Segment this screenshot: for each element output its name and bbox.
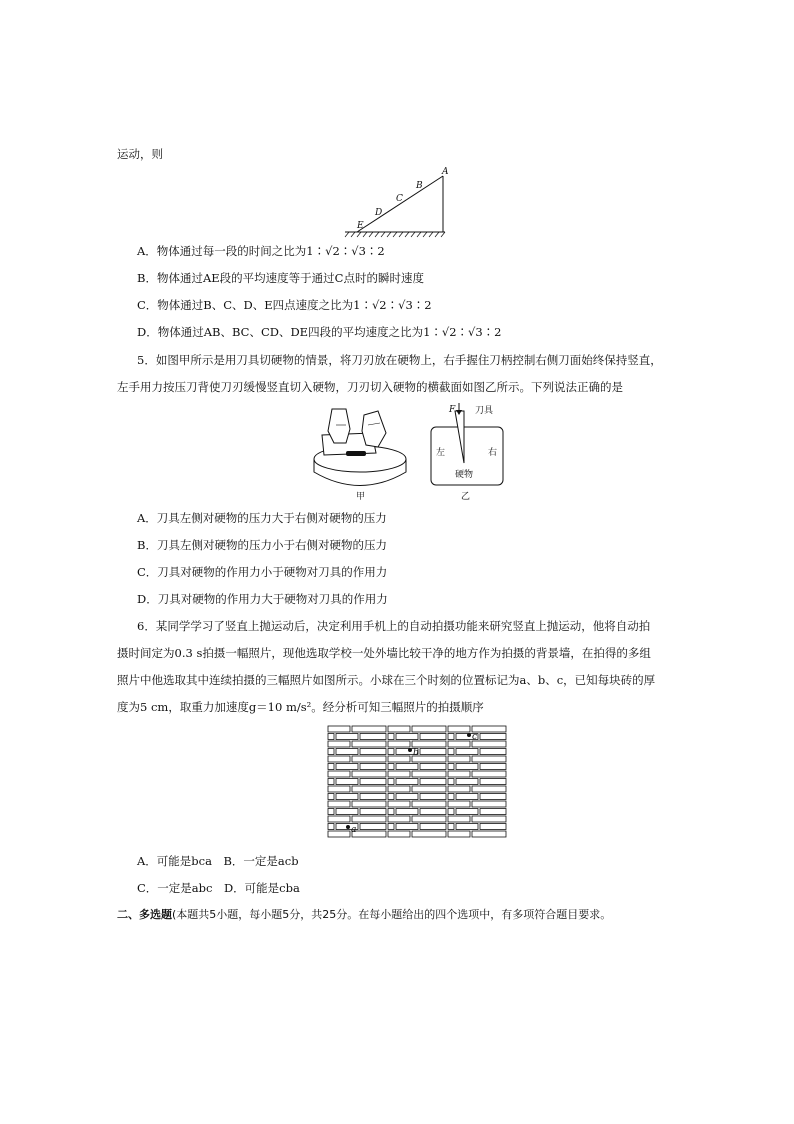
brick [388, 734, 394, 740]
brick [448, 764, 454, 770]
brick [388, 764, 394, 770]
brick [352, 741, 386, 747]
section2-heading [117, 907, 611, 923]
brick [328, 809, 334, 815]
brick [352, 771, 386, 777]
brick [360, 764, 386, 770]
brick [448, 831, 470, 837]
caption-yi: 乙 [461, 492, 471, 502]
caption-jia: 甲 [356, 492, 366, 502]
brick [412, 801, 446, 807]
brick [412, 786, 446, 792]
brick [328, 794, 334, 800]
q5-option-a: A．刀具左侧对硬物的压力大于右侧对硬物的压力 [137, 511, 387, 525]
q4-option-c: C．物体通过B、C、D、E四点速度之比为1∶√2∶√3∶2 [137, 298, 432, 312]
brick [396, 779, 418, 785]
brick [412, 831, 446, 837]
q6-stem-line1: 6．某同学学习了竖直上抛运动后，决定利用手机上的自动拍摄功能来研究竖直上抛运动，他将自动拍 [137, 619, 651, 633]
brick [388, 726, 410, 732]
brick [360, 794, 386, 800]
ball-label-b: b [413, 748, 419, 758]
right-hand [362, 411, 386, 447]
photo-panel-1 [328, 726, 386, 837]
brick [480, 764, 506, 770]
brick [352, 831, 386, 837]
brick [448, 816, 470, 822]
brick [420, 779, 446, 785]
brick [328, 779, 334, 785]
brick [352, 726, 386, 732]
brick [360, 824, 386, 830]
brick [456, 749, 478, 755]
point-label-c: C [396, 194, 403, 204]
q6-options-line2: C．一定是abc D．可能是cba [137, 881, 300, 895]
brick [472, 831, 506, 837]
q6-stem-line3: 照片中他选取其中连续拍摄的三幅照片如图所示。小球在三个时刻的位置标记为a、b、c，已知每块砖的厚 [117, 673, 656, 687]
brick [396, 764, 418, 770]
brick [328, 786, 350, 792]
brick [388, 756, 410, 762]
q6-stem-line4: 度为5 cm，取重力加速度g＝10 m/s²。经分析可知三幅照片的拍摄顺序 [117, 700, 484, 714]
brick [480, 794, 506, 800]
brick [472, 741, 506, 747]
brick [448, 726, 470, 732]
brick [480, 779, 506, 785]
brick [420, 749, 446, 755]
brick [328, 816, 350, 822]
ground-hatch [345, 232, 445, 237]
brick [388, 741, 410, 747]
brick [360, 734, 386, 740]
point-label-e: E [357, 221, 364, 231]
brick [480, 734, 506, 740]
brick [456, 809, 478, 815]
brick [360, 809, 386, 815]
q5-stem-line1: 5．如图甲所示是用刀具切硬物的情景，将刀刃放在硬物上，右手握住刀柄控制右侧刀面始终保持竖直， [137, 353, 662, 367]
section2-desc: (本题共5小题，每小题5分，共25分。在每小题给出的四个选项中，有多项符合题目要求。 [172, 908, 612, 921]
brick [388, 786, 410, 792]
section2-title: 二、多选题 [117, 908, 172, 921]
brick [420, 764, 446, 770]
brick [472, 801, 506, 807]
brick [388, 831, 410, 837]
q5-option-c: C．刀具对硬物的作用力小于硬物对刀具的作用力 [137, 565, 388, 579]
brick [388, 779, 394, 785]
photo-panel-3 [448, 726, 506, 837]
brick [456, 794, 478, 800]
brick [472, 786, 506, 792]
brick [448, 779, 454, 785]
brick [480, 749, 506, 755]
brick [336, 749, 358, 755]
brick [352, 816, 386, 822]
brick [328, 726, 350, 732]
brick [336, 779, 358, 785]
q6-stem-line2: 摄时间定为0.3 s拍摄一幅照片，现他选取学校一处外墙比较干净的地方作为拍摄的背景墙，在拍得的多组 [117, 646, 651, 660]
point-label-d: D [375, 208, 383, 218]
knife-cutting-figure-jia [312, 403, 412, 503]
brick [396, 824, 418, 830]
brick [336, 734, 358, 740]
q4-option-a: A．物体通过每一段的时间之比为1∶√2∶√3∶2 [137, 244, 385, 258]
brick [352, 801, 386, 807]
ball-label-a: a [351, 825, 357, 835]
brick [420, 824, 446, 830]
brick [388, 794, 394, 800]
brick [412, 771, 446, 777]
incline-slope [357, 176, 443, 232]
brick [472, 756, 506, 762]
knife-section [455, 411, 464, 463]
brick [396, 794, 418, 800]
brick [396, 809, 418, 815]
brick [448, 734, 454, 740]
brick [396, 734, 418, 740]
point-label-a: A [442, 167, 449, 177]
q5-option-d: D．刀具对硬物的作用力大于硬物对刀具的作用力 [137, 592, 388, 606]
brick-wall-photos-figure [326, 726, 506, 842]
brick [328, 824, 334, 830]
hard-object [346, 451, 366, 456]
brick [448, 786, 470, 792]
brick [412, 726, 446, 732]
brick [388, 771, 410, 777]
brick [328, 756, 350, 762]
q4-option-b: B．物体通过AE段的平均速度等于通过C点时的瞬时速度 [137, 271, 424, 285]
brick [448, 809, 454, 815]
brick [448, 771, 470, 777]
brick [388, 824, 394, 830]
brick [360, 779, 386, 785]
point-label-b: B [416, 181, 423, 191]
brick [456, 764, 478, 770]
brick [328, 741, 350, 747]
intro-tail: 运动，则 [117, 147, 163, 161]
left-hand [328, 409, 350, 443]
ball-label-c: c [472, 732, 478, 742]
brick [412, 816, 446, 822]
incline-figure [345, 164, 465, 240]
brick [352, 786, 386, 792]
object-label: 硬物 [455, 470, 474, 480]
brick [328, 771, 350, 777]
brick [412, 741, 446, 747]
brick [352, 756, 386, 762]
brick [360, 749, 386, 755]
brick [472, 726, 506, 732]
brick [388, 816, 410, 822]
brick [472, 771, 506, 777]
brick [448, 824, 454, 830]
brick [328, 801, 350, 807]
brick [472, 816, 506, 822]
brick [480, 809, 506, 815]
force-label: F [449, 405, 456, 415]
knife-cross-section-figure-yi [425, 403, 515, 503]
brick [448, 756, 470, 762]
brick [448, 741, 470, 747]
brick [420, 809, 446, 815]
q6-options-line1: A．可能是bca B．一定是acb [137, 854, 299, 868]
knife-label: 刀具 [475, 406, 494, 416]
q5-option-b: B．刀具左侧对硬物的压力小于右侧对硬物的压力 [137, 538, 387, 552]
brick [448, 749, 454, 755]
right-label: 右 [488, 448, 498, 458]
brick [328, 831, 350, 837]
brick [420, 794, 446, 800]
brick [328, 749, 334, 755]
ball-b [408, 748, 412, 752]
brick [448, 794, 454, 800]
brick [456, 779, 478, 785]
brick [420, 734, 446, 740]
ball-c [467, 733, 471, 737]
brick [388, 749, 394, 755]
q5-stem-line2: 左手用力按压刀背使刀刃缓慢竖直切入硬物，刀刃切入硬物的横截面如图乙所示。下列说法正确的是 [117, 380, 623, 394]
brick [480, 824, 506, 830]
brick [336, 809, 358, 815]
brick [328, 764, 334, 770]
brick [388, 809, 394, 815]
brick [448, 801, 470, 807]
ball-a [346, 825, 350, 829]
left-label: 左 [436, 448, 446, 458]
q4-option-d: D．物体通过AB、BC、CD、DE四段的平均速度之比为1∶√2∶√3∶2 [137, 325, 502, 339]
brick [336, 794, 358, 800]
brick [456, 824, 478, 830]
brick [328, 734, 334, 740]
photo-panel-2 [388, 726, 446, 837]
brick [388, 801, 410, 807]
brick [336, 764, 358, 770]
